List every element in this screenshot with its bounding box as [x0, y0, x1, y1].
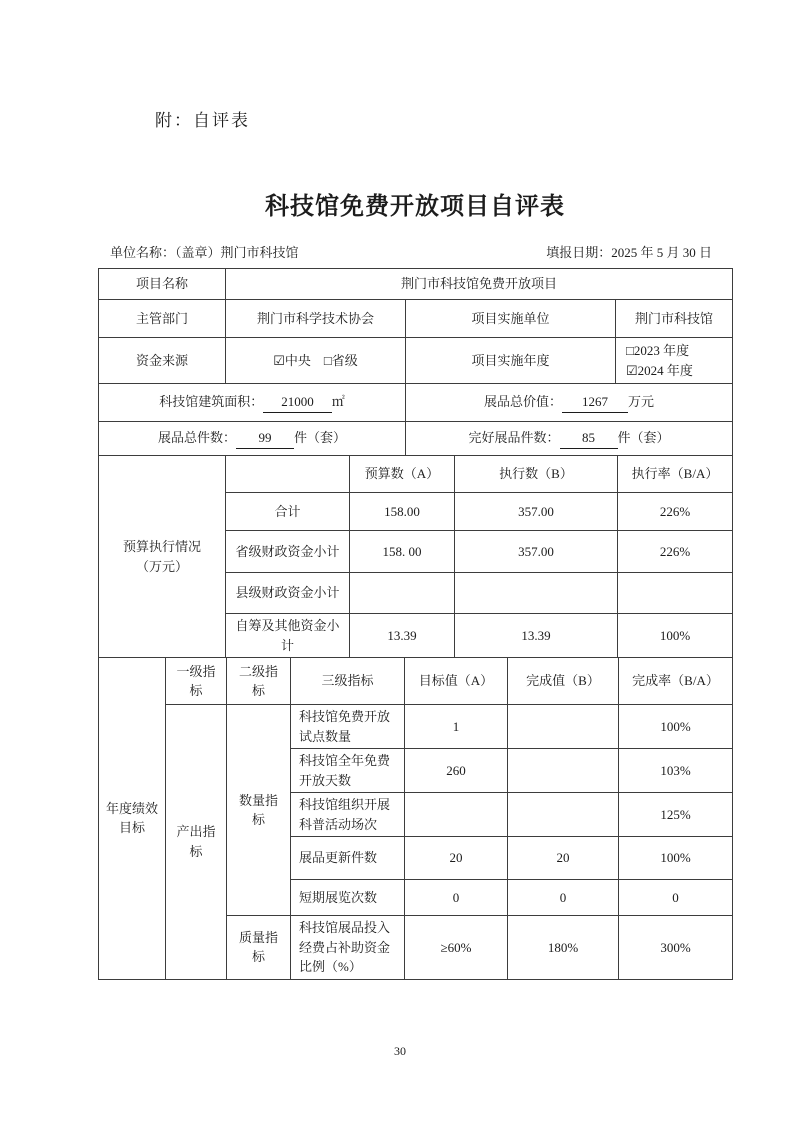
budget-row-header-line1: 预算执行情况 — [122, 539, 201, 554]
meta-row — [98, 242, 732, 261]
done-value — [508, 793, 619, 837]
impl-unit-value: 荆门市科技馆 — [616, 300, 733, 338]
total-value-value: 1267 — [562, 392, 628, 413]
fill-date-label: 填报日期：2025 年 5 月 30 日 — [546, 245, 712, 260]
done-value: 0 — [508, 880, 619, 916]
rate-header: 完成率（B/A） — [619, 658, 733, 705]
budget-row-label: 省级财政资金小计 — [226, 531, 350, 573]
budget-b-value: 13.39 — [455, 614, 618, 658]
fund-source-label: 资金来源 — [99, 338, 226, 384]
impl-unit-label: 项目实施单位 — [406, 300, 616, 338]
page-number: 30 — [394, 1044, 406, 1058]
impl-year-checkboxes — [616, 338, 733, 384]
self-evaluation-table — [98, 268, 732, 980]
intact-count-unit: 件（套） — [617, 430, 670, 446]
exhibit-count-unit: 件（套） — [294, 430, 347, 446]
building-area-cell — [99, 384, 406, 422]
intact-count-cell — [406, 422, 733, 456]
l3-indicator-name: 展品更新件数 — [291, 837, 405, 880]
budget-row-label: 县级财政资金小计 — [226, 573, 350, 614]
done-value: 180% — [508, 916, 619, 980]
l2-quantity-value: 数量指标 — [227, 705, 291, 916]
budget-rate-value: 226% — [618, 493, 733, 531]
total-value-cell — [406, 384, 733, 422]
total-value-unit: 万元 — [628, 394, 655, 410]
dept-value: 荆门市科学技术协会 — [226, 300, 406, 338]
indicators-row-header: 年度绩效目标 — [99, 658, 166, 980]
unit-name-label: 单位名称：（盖章）荆门市科技馆 — [110, 245, 299, 260]
rate-value: 0 — [619, 880, 733, 916]
budget-row-label: 合计 — [226, 493, 350, 531]
done-value — [508, 749, 619, 793]
exhibit-count-value: 99 — [236, 428, 294, 449]
l2-indicator-header: 二级指标 — [227, 658, 291, 705]
fund-source-checkboxes: ☑中央 □省级 — [226, 338, 406, 384]
l2-quality-value: 质量指标 — [227, 916, 291, 980]
l1-indicator-header: 一级指标 — [166, 658, 227, 705]
impl-year-2024: ☑2024 年度 — [626, 362, 693, 378]
budget-col-rate-header: 执行率（B/A） — [618, 456, 733, 493]
impl-year-2023: □2023 年度 — [626, 343, 690, 358]
rate-value: 125% — [619, 793, 733, 837]
target-value: 1 — [405, 705, 508, 749]
budget-a-value: 158. 00 — [350, 531, 455, 573]
rate-value: 300% — [619, 916, 733, 980]
target-value: ≥60% — [405, 916, 508, 980]
budget-rate-value: 100% — [618, 614, 733, 658]
project-name-label: 项目名称 — [99, 269, 226, 300]
l1-indicator-value: 产出指标 — [166, 705, 227, 980]
building-area-value: 21000 — [263, 392, 332, 413]
l3-indicator-name: 科技馆全年免费开放天数 — [291, 749, 405, 793]
l3-indicator-name: 科技馆展品投入经费占补助资金比例（%） — [291, 916, 405, 980]
rate-value: 103% — [619, 749, 733, 793]
page-title: 科技馆免费开放项目自评表 — [265, 193, 565, 220]
budget-a-value — [350, 573, 455, 614]
budget-b-value — [455, 573, 618, 614]
budget-rate-value — [618, 573, 733, 614]
budget-col-b-header: 执行数（B） — [455, 456, 618, 493]
exhibit-count-cell — [99, 422, 406, 456]
budget-empty-corner — [226, 456, 350, 493]
done-value — [508, 705, 619, 749]
basic-info-section — [98, 268, 733, 456]
done-header: 完成值（B） — [508, 658, 619, 705]
impl-year-label: 项目实施年度 — [406, 338, 616, 384]
rate-value: 100% — [619, 837, 733, 880]
budget-row-header — [99, 456, 226, 658]
table-row — [99, 705, 733, 749]
l3-indicator-header: 三级指标 — [291, 658, 405, 705]
l3-indicator-name: 科技馆免费开放试点数量 — [291, 705, 405, 749]
attachment-label: 附：自评表 — [155, 111, 250, 130]
total-value-label: 展品总价值： — [484, 394, 563, 410]
budget-section — [98, 455, 733, 658]
budget-col-a-header: 预算数（A） — [350, 456, 455, 493]
rate-value: 100% — [619, 705, 733, 749]
building-area-unit: ㎡ — [331, 394, 345, 410]
target-value: 260 — [405, 749, 508, 793]
budget-rate-value: 226% — [618, 531, 733, 573]
target-value: 20 — [405, 837, 508, 880]
budget-b-value: 357.00 — [455, 531, 618, 573]
target-header: 目标值（A） — [405, 658, 508, 705]
budget-a-value: 13.39 — [350, 614, 455, 658]
target-value — [405, 793, 508, 837]
exhibit-count-label: 展品总件数： — [157, 430, 236, 446]
dept-label: 主管部门 — [99, 300, 226, 338]
intact-count-value: 85 — [560, 428, 618, 449]
project-name-value: 荆门市科技馆免费开放项目 — [226, 269, 733, 300]
budget-row-header-line2: （万元） — [135, 558, 188, 574]
intact-count-label: 完好展品件数： — [468, 430, 560, 446]
building-area-label: 科技馆建筑面积： — [159, 394, 264, 410]
l3-indicator-name: 短期展览次数 — [291, 880, 405, 916]
budget-a-value: 158.00 — [350, 493, 455, 531]
target-value: 0 — [405, 880, 508, 916]
budget-row-label: 自筹及其他资金小计 — [226, 614, 350, 658]
done-value: 20 — [508, 837, 619, 880]
indicators-section — [98, 657, 733, 980]
l3-indicator-name: 科技馆组织开展科普活动场次 — [291, 793, 405, 837]
budget-b-value: 357.00 — [455, 493, 618, 531]
